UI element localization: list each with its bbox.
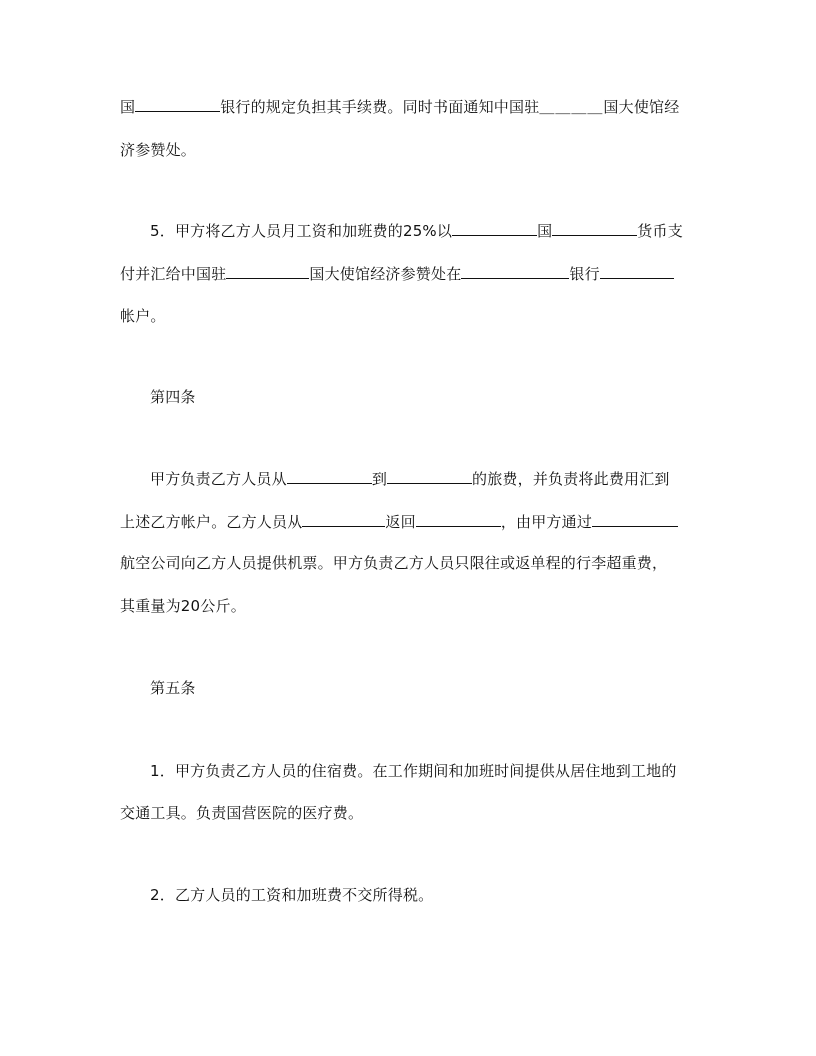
fill-in-blank xyxy=(552,221,637,236)
text-segment: 5．甲方将乙方人员月工资和加班费的25%以 xyxy=(150,222,453,240)
text-segment: ，由甲方通过 xyxy=(500,513,593,531)
text-segment: 付并汇给中国驻 xyxy=(120,265,227,283)
fill-in-blank xyxy=(226,264,309,279)
text-segment: 的旅费，并负责将此费用汇到 xyxy=(472,470,670,488)
paragraph-line: 帐户。 xyxy=(120,307,166,325)
fill-in-blank xyxy=(416,512,501,527)
fill-in-blank xyxy=(387,469,472,484)
paragraph-line: 1．甲方负责乙方人员的住宿费。在工作期间和加班时间提供从居住地到工地的 xyxy=(150,762,677,780)
fill-in-blank: ＿＿＿＿ xyxy=(539,98,604,116)
text-segment: 国 xyxy=(537,222,553,240)
text-segment: 货币支 xyxy=(637,222,683,240)
text-segment: 国 xyxy=(120,98,136,116)
fill-in-blank xyxy=(135,97,220,112)
section-heading: 第四条 xyxy=(150,388,196,406)
text-segment: 国大使馆经济参赞处在 xyxy=(309,265,462,283)
text-segment: 到 xyxy=(371,470,388,488)
fill-in-blank xyxy=(461,264,569,279)
paragraph-line: 其重量为20公斤。 xyxy=(120,597,246,615)
text-segment: 返回 xyxy=(385,513,416,531)
paragraph-line: 2．乙方人员的工资和加班费不交所得税。 xyxy=(150,886,434,904)
paragraph-line xyxy=(120,97,700,117)
fill-in-blank xyxy=(452,221,537,236)
fill-in-blank xyxy=(592,512,678,527)
fill-in-blank xyxy=(302,512,385,527)
paragraph-line xyxy=(120,512,700,532)
paragraph-line: 航空公司向乙方人员提供机票。甲方负责乙方人员只限往或返单程的行李超重费， xyxy=(120,554,668,572)
paragraph-line xyxy=(120,264,700,284)
text-segment: 银行的规定负担其手续费。同时书面通知中国驻 xyxy=(220,98,540,116)
fill-in-blank xyxy=(287,469,372,484)
text-segment: 银行 xyxy=(569,265,600,283)
paragraph-line: 交通工具。负责国营医院的医疗费。 xyxy=(120,804,364,822)
paragraph-line xyxy=(150,469,700,489)
section-heading: 第五条 xyxy=(150,679,196,697)
text-segment: 甲方负责乙方人员从 xyxy=(150,470,287,488)
paragraph-line: 济参赞处。 xyxy=(120,141,197,159)
paragraph-line xyxy=(150,221,700,241)
fill-in-blank xyxy=(600,264,674,279)
text-segment: 国大使馆经 xyxy=(603,98,680,116)
text-segment: 上述乙方帐户。乙方人员从 xyxy=(120,513,303,531)
